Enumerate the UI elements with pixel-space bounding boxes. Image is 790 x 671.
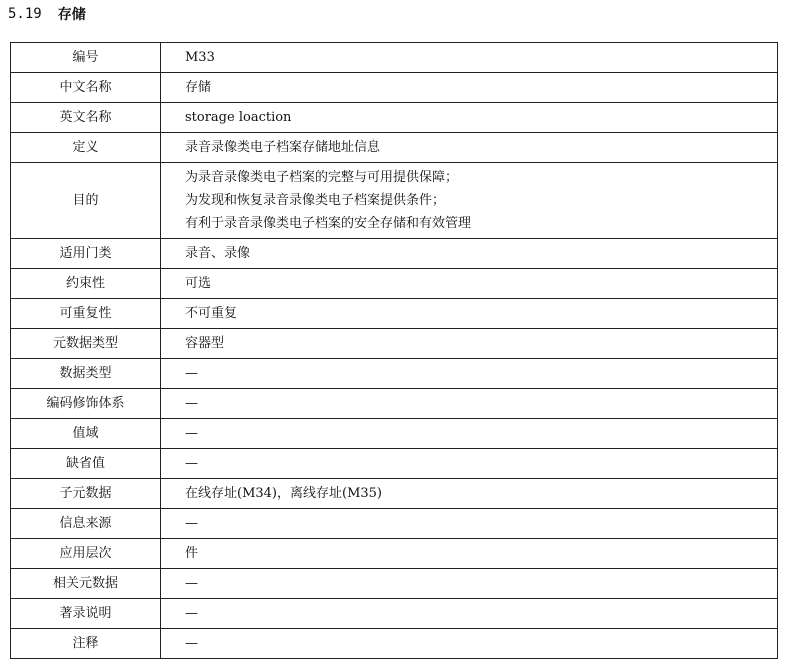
row-value: — [161, 449, 778, 479]
table-row [11, 103, 778, 133]
row-label: 著录说明 [11, 599, 161, 629]
section-heading [8, 4, 86, 24]
purpose-line: 为录音录像类电子档案的完整与可用提供保障； [185, 170, 459, 185]
table-row [11, 509, 778, 539]
row-value: — [161, 509, 778, 539]
table-row [11, 539, 778, 569]
table-row [11, 359, 778, 389]
row-value: — [161, 569, 778, 599]
table-row [11, 163, 778, 239]
row-value: 存储 [161, 73, 778, 103]
section-number: 5.19 [8, 6, 42, 22]
row-label: 元数据类型 [11, 329, 161, 359]
row-label: 数据类型 [11, 359, 161, 389]
row-value: — [161, 389, 778, 419]
row-value: 不可重复 [161, 299, 778, 329]
row-label: 编码修饰体系 [11, 389, 161, 419]
table-row [11, 479, 778, 509]
purpose-line: 为发现和恢复录音录像类电子档案提供条件； [185, 193, 446, 208]
row-label: 目的 [11, 163, 161, 239]
purpose-line: 有利于录音录像类电子档案的安全存储和有效管理 [185, 216, 472, 231]
row-label: 英文名称 [11, 103, 161, 133]
row-value: 件 [161, 539, 778, 569]
row-value: 录音、录像 [161, 239, 778, 269]
row-label: 注释 [11, 629, 161, 659]
row-label: 缺省值 [11, 449, 161, 479]
row-value: — [161, 599, 778, 629]
table-row [11, 419, 778, 449]
table-row [11, 389, 778, 419]
table-row [11, 569, 778, 599]
row-label: 适用门类 [11, 239, 161, 269]
table-row [11, 599, 778, 629]
table-row [11, 629, 778, 659]
row-label: 值域 [11, 419, 161, 449]
table-row [11, 43, 778, 73]
row-label: 可重复性 [11, 299, 161, 329]
table-row [11, 299, 778, 329]
table-row [11, 73, 778, 103]
table-row [11, 269, 778, 299]
table-row [11, 449, 778, 479]
row-value: 在线存址(M34)，离线存址(M35) [161, 479, 778, 509]
row-value: 容器型 [161, 329, 778, 359]
row-value: M33 [161, 43, 778, 73]
table-row [11, 329, 778, 359]
row-label: 约束性 [11, 269, 161, 299]
row-value: — [161, 419, 778, 449]
row-value: 可选 [161, 269, 778, 299]
table-row [11, 133, 778, 163]
row-label: 相关元数据 [11, 569, 161, 599]
row-value: storage loaction [161, 103, 778, 133]
section-title: 存储 [57, 7, 86, 23]
row-label: 编号 [11, 43, 161, 73]
row-label: 定义 [11, 133, 161, 163]
row-value: — [161, 629, 778, 659]
row-value-multiline [161, 163, 778, 239]
row-label: 信息来源 [11, 509, 161, 539]
metadata-table [10, 42, 778, 659]
table-row [11, 239, 778, 269]
row-value: 录音录像类电子档案存储地址信息 [161, 133, 778, 163]
row-label: 中文名称 [11, 73, 161, 103]
row-label: 子元数据 [11, 479, 161, 509]
row-label: 应用层次 [11, 539, 161, 569]
row-value: — [161, 359, 778, 389]
